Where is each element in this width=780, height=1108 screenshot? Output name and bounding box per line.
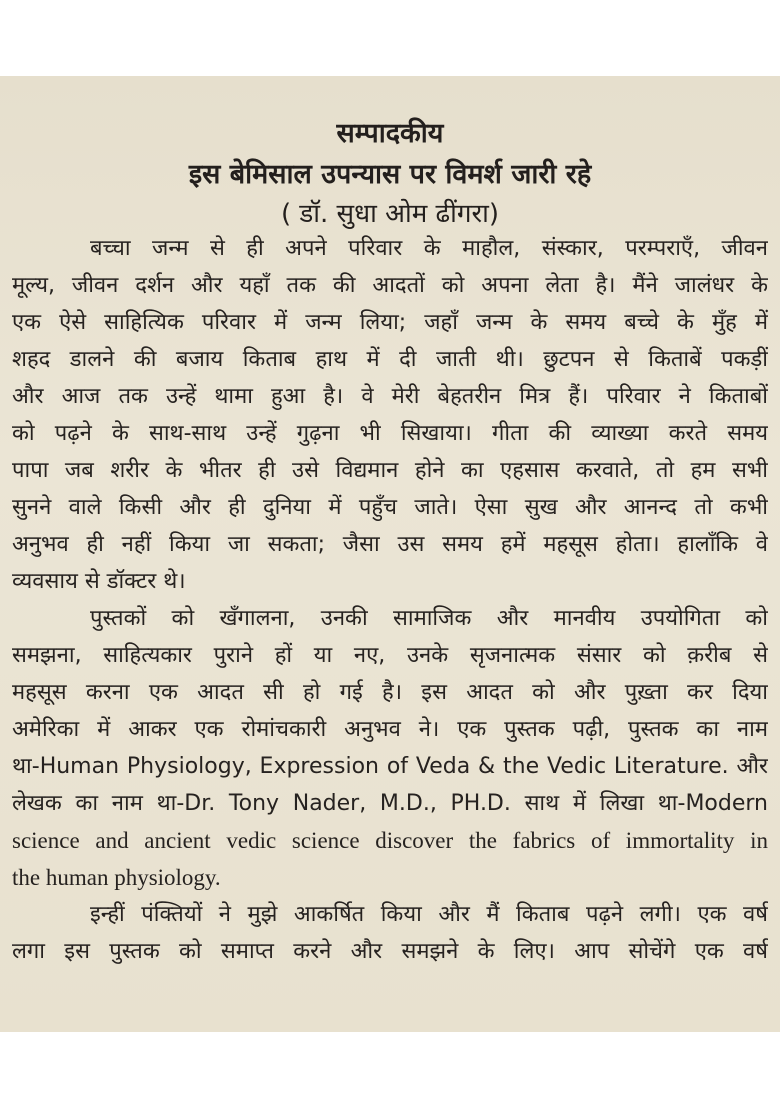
text-line: अमेरिका में आकर एक रोमांचकारी अनुभव ने। एक पुस्तक पढ़ी, पुस्तक का नाम bbox=[12, 717, 768, 742]
text-line: पुस्तकों को खँगालना, उनकी सामाजिक और मानवीय उपयोगिता को bbox=[90, 606, 768, 631]
text-line: और आज तक उन्हें थामा हुआ है। वे मेरी बेहतरीन मित्र हैं। परिवार ने किताबों bbox=[12, 384, 768, 409]
text-line: समझना, साहित्यकार पुराने हों या नए, उनके सृजनात्मक संसार को क़रीब से bbox=[12, 643, 768, 668]
text-line: को पढ़ने के साथ-साथ उन्हें गुढ़ना भी सिखाया। गीता की व्याख्या करते समय bbox=[12, 421, 768, 446]
text-line: मूल्य, जीवन दर्शन और यहाँ तक की आदतों को अपना लेता है। मैंने जालंधर के bbox=[12, 273, 768, 298]
text-line: लेखक का नाम था-Dr. Tony Nader, M.D., PH.D. साथ में लिखा था-Modern bbox=[12, 791, 768, 816]
article-body bbox=[12, 230, 768, 970]
text-line: the human physiology. bbox=[12, 865, 221, 890]
text-line: महसूस करना एक आदत सी हो गई है। इस आदत को और पुख़्ता कर दिया bbox=[12, 680, 768, 705]
text-line: इन्हीं पंक्तियों ने मुझे आकर्षित किया और मैं किताब पढ़ने लगी। एक वर्ष bbox=[90, 902, 768, 927]
text-line: science and ancient vedic science discover the fabrics of immortality in bbox=[12, 828, 768, 853]
text-line: था-Human Physiology, Expression of Veda & the Vedic Literature. और bbox=[12, 754, 768, 779]
text-line: अनुभव ही नहीं किया जा सकता; जैसा उस समय हमें महसूस होता। हालाँकि वे bbox=[12, 532, 768, 557]
author-byline: ( डॉ. सुधा ओम ढींगरा) bbox=[280, 199, 500, 229]
text-line: पापा जब शरीर के भीतर ही उसे विद्यमान होने का एहसास करवाते, तो हम सभी bbox=[12, 458, 768, 483]
text-line: एक ऐसे साहित्यिक परिवार में जन्म लिया; जहाँ जन्म के समय बच्चे के मुँह में bbox=[12, 310, 768, 335]
text-line: व्यवसाय से डॉक्टर थे। bbox=[12, 569, 186, 594]
editorial-heading: सम्पादकीय bbox=[336, 118, 444, 149]
scanned-page bbox=[0, 76, 780, 1032]
text-line: सुनने वाले किसी और ही दुनिया में पहुँच जाते। ऐसा सुख और आनन्द तो कभी bbox=[12, 495, 768, 520]
text-line: बच्चा जन्म से ही अपने परिवार के माहौल, संस्कार, परम्पराएँ, जीवन bbox=[90, 236, 768, 261]
text-line: लगा इस पुस्तक को समाप्त करने और समझने के लिए। आप सोचेंगे एक वर्ष bbox=[12, 939, 768, 964]
article-title: इस बेमिसाल उपन्यास पर विमर्श जारी रहे bbox=[188, 159, 592, 190]
text-line: शहद डालने की बजाय किताब हाथ में दी जाती थी। छुटपन से किताबें पकड़ीं bbox=[12, 347, 768, 372]
